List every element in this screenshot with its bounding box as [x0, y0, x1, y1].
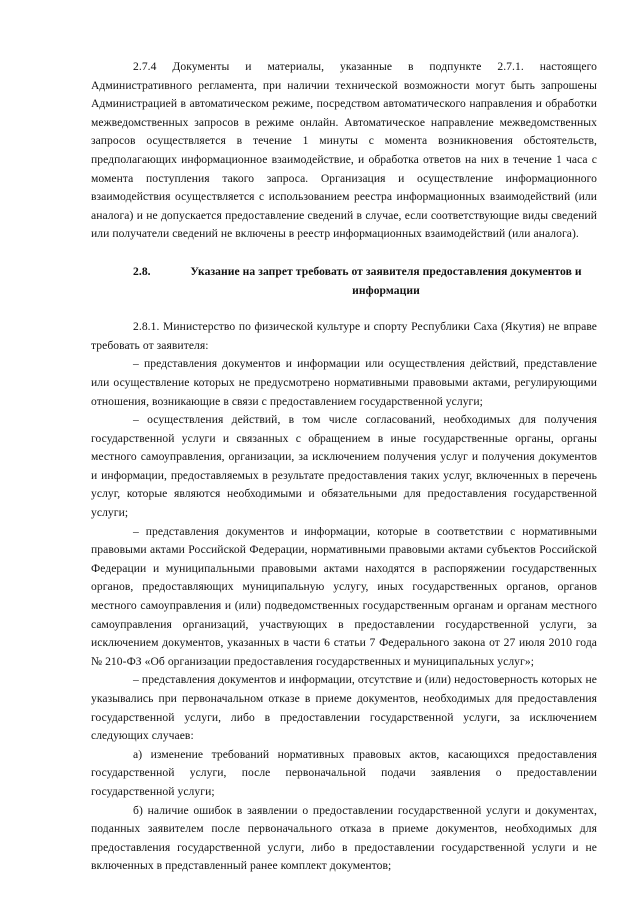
list-item-4: – представления документов и информации, отсутствие и (или) недостоверность которых не указывались при первоначальном отказе в приеме документов, необходимых для предоставления государственной услуги, либо в предоставлении государственной услуги, за исключением следующих случаев: — [91, 673, 597, 743]
paragraph-2-8-1: 2.8.1. Министерство по физической культуре и спорту Республики Саха (Якутия) не вправе требовать от заявителя: — [91, 320, 597, 352]
section-title: Указание на запрет требовать от заявителя предоставления документов и информации — [190, 264, 582, 297]
section-number: 2.8. — [133, 264, 151, 278]
paragraph-2-7-4: 2.7.4 Документы и материалы, указанные в подпункте 2.7.1. настоящего Административного регламента, при наличии технической возможности могут быть запрошены Администрацией в автоматическом режиме, посредством автоматического направления и обработки межведомственных запросов в режиме онлайн. Автоматическое направление межведомственных запросов осуществляется в течение 1 минуты с момента возникновения обстоятельств, предполагающих информационное взаимодействие, и обработка ответов на них в течение 1 часа с момента поступления такого запроса. Организация и осуществление информационного взаимодействия осуществляется с использованием реестра информационных взаимодействий (или аналога) и не допускается предоставление сведений в случае, если соответствующие виды сведений или получатели сведений не включены в реестр информационных взаимодействий (или аналога). — [91, 60, 597, 241]
section-heading — [91, 263, 597, 300]
sub-item-a: а) изменение требований нормативных правовых актов, касающихся предоставления государственной услуги, после первоначальной подачи заявления о предоставлении государственной услуги; — [91, 747, 597, 798]
sub-item-b: б) наличие ошибок в заявлении о предоставлении государственной услуги и документах, поданных заявителем после первоначального отказа в приеме документов, необходимых для предоставления государственной услуги, либо в предоставлении государственной услуги и не включенных в представленный ранее комплект документов; — [91, 803, 597, 873]
document-page — [91, 58, 597, 876]
list-item-1: – представления документов и информации или осуществления действий, представление или осуществление которых не предусмотрено нормативными правовыми актами, регулирующими отношения, возникающие в связи с предоставлением государственной услуги; — [91, 357, 597, 408]
list-item-2: – осуществления действий, в том числе согласований, необходимых для получения государственной услуги и связанных с обращением в иные государственные органы, органы местного самоуправления, организации, за исключением получения услуг и получения документов и информации, предоставляемых в результате предоставления таких услуг, включенных в перечень услуг, которые являются необходимыми и обязательными для предоставления государственной услуги; — [91, 413, 597, 520]
list-item-3: – представления документов и информации, которые в соответствии с нормативными правовыми актами Российской Федерации, нормативными правовыми актами субъектов Российской Федерации и муниципальными правовыми актами находятся в распоряжении государственных органов, предоставляющих муниципальную услугу, иных государственных органов, органов местного самоуправления и (или) подведомственных государственным органам и органам местного самоуправления организаций, участвующих в предоставлении государственной услуги, за исключением документов, указанных в части 6 статьи 7 Федерального закона от 27 июля 2010 года № 210-ФЗ «Об организации предоставления государственных и муниципальных услуг»; — [91, 524, 597, 668]
